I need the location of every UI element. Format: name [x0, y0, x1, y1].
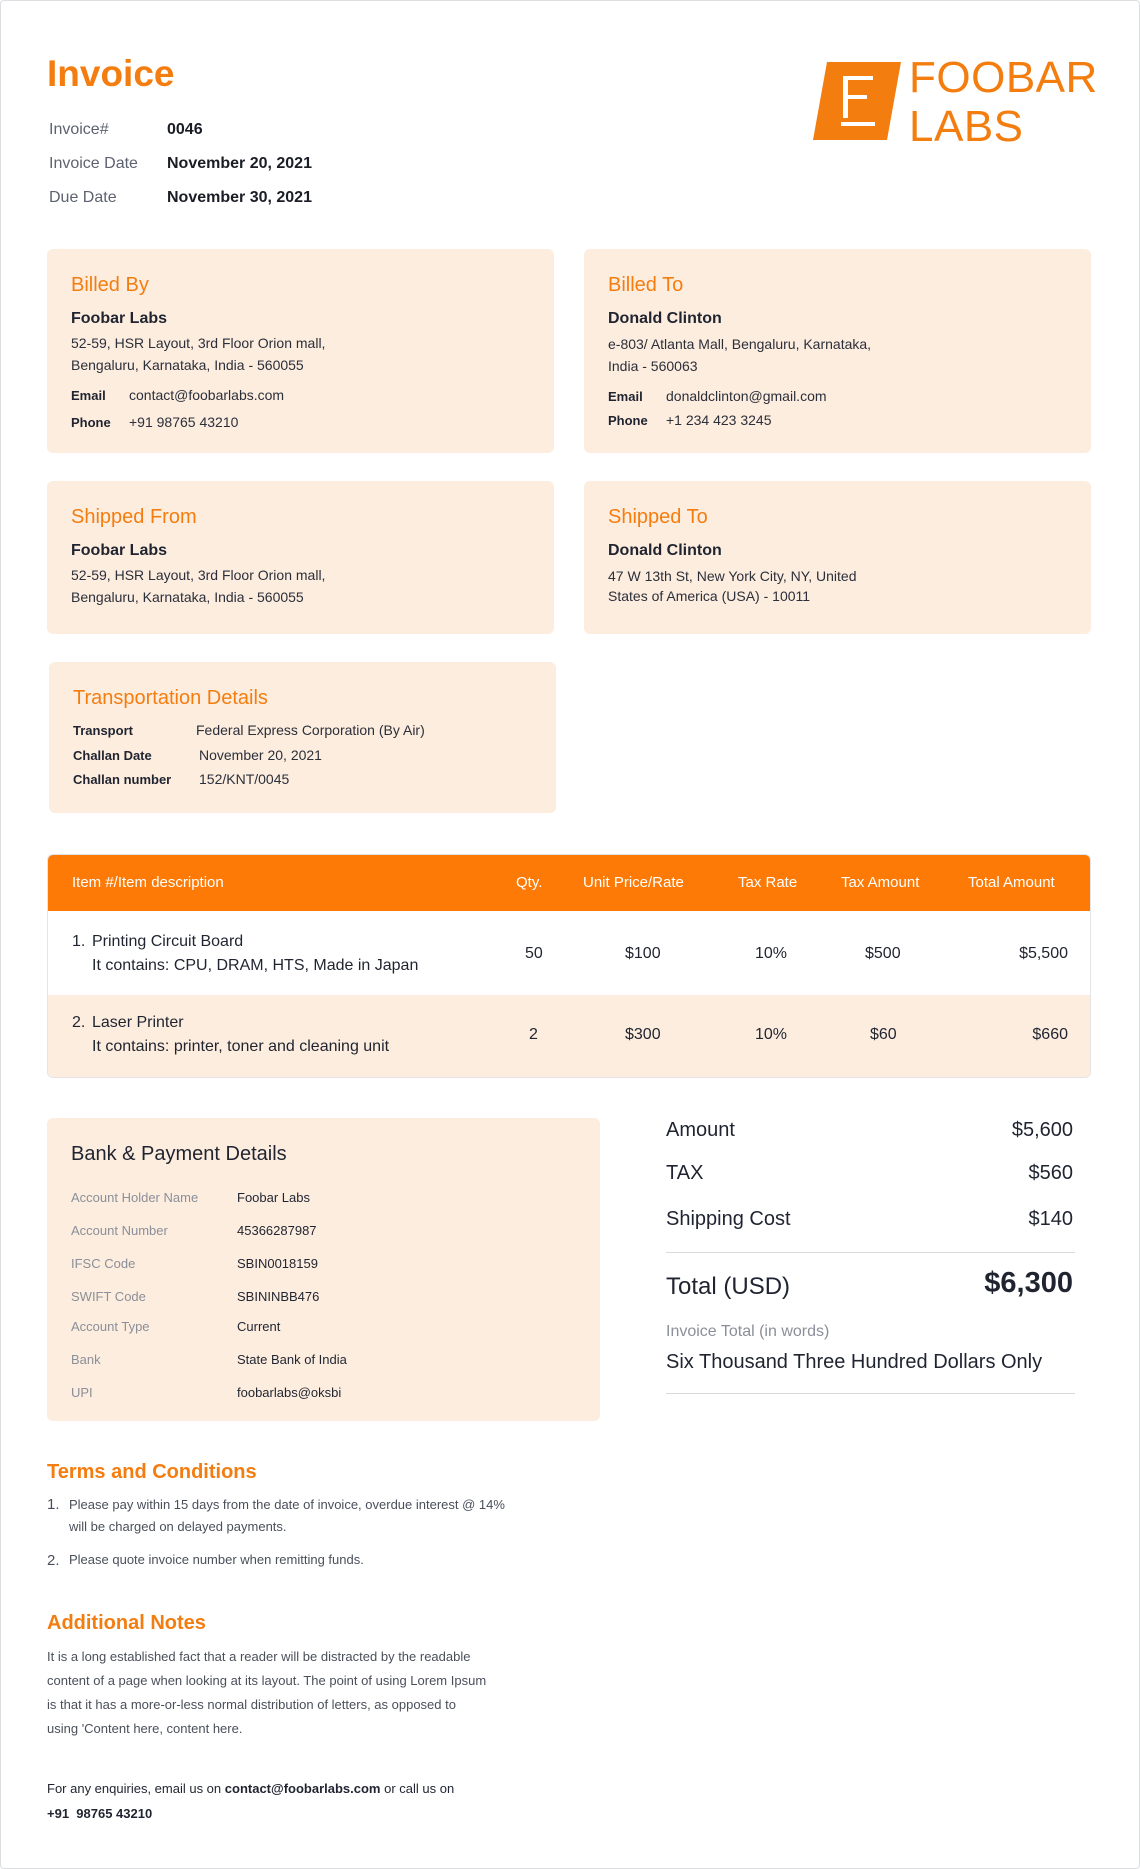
- ifsc-value: SBIN0018159: [237, 1256, 318, 1271]
- terms-item-1-line-2: will be charged on delayed payments.: [69, 1519, 287, 1534]
- notes-line-3: is that it has a more-or-less normal distribution of letters, as opposed to: [47, 1697, 456, 1712]
- items-table-header: [48, 855, 1091, 911]
- total-value: $6,300: [984, 1267, 1073, 1299]
- notes-line-1: It is a long established fact that a reader will be distracted by the readable: [47, 1649, 471, 1664]
- notes-title: Additional Notes: [47, 1612, 206, 1634]
- footer-phone: +91 98765 43210: [47, 1806, 153, 1821]
- billed-to-email[interactable]: donaldclinton@gmail.com: [666, 388, 827, 404]
- challan-date-label: Challan Date: [73, 748, 152, 763]
- billed-by-email[interactable]: contact@foobarlabs.com: [129, 387, 285, 403]
- items-table: [47, 854, 1091, 1078]
- row-unit-price: $100: [625, 945, 661, 962]
- footer-middle: or call us on: [384, 1781, 455, 1796]
- bank-name-label: Bank: [71, 1352, 101, 1367]
- bank-title: Bank & Payment Details: [71, 1143, 287, 1165]
- billed-by-card: [47, 249, 554, 453]
- billed-to-name: Donald Clinton: [608, 310, 722, 327]
- tax-value: $560: [1028, 1162, 1073, 1184]
- billed-to-card: [584, 249, 1091, 453]
- invoice-title: Invoice: [47, 53, 175, 94]
- row-item-desc: It contains: printer, toner and cleaning unit: [92, 1038, 390, 1055]
- terms-item-2-number: 2.: [47, 1552, 60, 1569]
- bank-payment-card: [47, 1118, 600, 1421]
- shipped-to-address-1: 47 W 13th St, New York City, NY, United: [608, 568, 857, 584]
- billed-by-address-1: 52-59, HSR Layout, 3rd Floor Orion mall,: [71, 335, 326, 351]
- swift-label: SWIFT Code: [71, 1289, 146, 1304]
- row-item-name: Laser Printer: [92, 1014, 184, 1031]
- billed-by-phone: +91 98765 43210: [129, 414, 239, 430]
- account-type-label: Account Type: [71, 1319, 150, 1334]
- header-unit-price: Unit Price/Rate: [583, 874, 684, 891]
- shipped-from-name: Foobar Labs: [71, 542, 168, 559]
- challan-number-value: 152/KNT/0045: [199, 771, 290, 787]
- row-unit-price: $300: [625, 1026, 661, 1043]
- billed-to-phone-label: Phone: [608, 413, 648, 428]
- summary-divider: [666, 1252, 1075, 1253]
- terms-item-1-number: 1.: [47, 1496, 60, 1513]
- challan-date-value: November 20, 2021: [199, 747, 322, 763]
- invoice-date-value: November 20, 2021: [167, 155, 312, 172]
- due-date-label: Due Date: [49, 189, 117, 206]
- row-tax-amount: $60: [870, 1026, 897, 1043]
- shipped-to-title: Shipped To: [608, 506, 708, 528]
- terms-title: Terms and Conditions: [47, 1461, 257, 1483]
- footer-prefix: For any enquiries, email us on: [47, 1781, 222, 1796]
- terms-item-1-line-1: Please pay within 15 days from the date of invoice, overdue interest @ 14%: [69, 1497, 505, 1512]
- billed-to-address-1: e-803/ Atlanta Mall, Bengaluru, Karnataka,: [608, 336, 872, 352]
- amount-label: Amount: [666, 1119, 735, 1141]
- transport-label: Transport: [73, 723, 133, 738]
- ifsc-label: IFSC Code: [71, 1256, 136, 1271]
- billed-to-address-2: India - 560063: [608, 358, 698, 374]
- invoice-number-row: [49, 121, 203, 139]
- row-qty: 50: [525, 945, 543, 962]
- row-tax-rate: 10%: [755, 945, 788, 962]
- shipped-from-address-2: Bengaluru, Karnataka, India - 560055: [71, 589, 304, 605]
- row-tax-rate: 10%: [755, 1026, 788, 1043]
- upi-label: UPI: [71, 1385, 93, 1400]
- footer-email-link[interactable]: contact@foobarlabs.com: [224, 1781, 381, 1796]
- total-label: Total (USD): [666, 1273, 791, 1300]
- logo-line-2: LABS: [909, 102, 1024, 151]
- billed-by-email-label: Email: [71, 388, 106, 403]
- header-item-description: Item #/Item description: [72, 874, 224, 891]
- shipped-to-name: Donald Clinton: [608, 542, 722, 559]
- header-tax-rate: Tax Rate: [738, 874, 798, 891]
- row-number: 1.: [72, 933, 86, 950]
- row-total: $660: [1032, 1026, 1068, 1043]
- header-qty: Qty.: [516, 874, 543, 891]
- shipped-from-card: [47, 481, 554, 634]
- row-tax-amount: $500: [865, 945, 901, 962]
- row-number: 2.: [72, 1014, 86, 1031]
- billed-to-title: Billed To: [608, 274, 684, 296]
- account-number-value: 45366287987: [237, 1223, 317, 1238]
- notes-line-4: using 'Content here, content here.: [47, 1721, 243, 1736]
- account-number-label: Account Number: [71, 1223, 168, 1238]
- challan-number-label: Challan number: [73, 772, 172, 787]
- billed-by-name: Foobar Labs: [71, 310, 168, 327]
- shipped-to-card: [584, 481, 1091, 634]
- header-total-amount: Total Amount: [968, 874, 1055, 891]
- due-date-value: November 30, 2021: [167, 189, 312, 206]
- tax-label: TAX: [666, 1162, 704, 1184]
- invoice-number-label: Invoice#: [49, 121, 109, 138]
- row-item-desc: It contains: CPU, DRAM, HTS, Made in Japan: [92, 957, 419, 974]
- swift-value: SBININBB476: [237, 1289, 320, 1304]
- billed-by-phone-label: Phone: [71, 415, 111, 430]
- row-item-name: Printing Circuit Board: [92, 933, 244, 950]
- notes-line-2: content of a page when looking at its layout. The point of using Lorem Ipsum: [47, 1673, 487, 1688]
- shipping-label: Shipping Cost: [666, 1208, 791, 1230]
- table-row: [48, 911, 1091, 995]
- shipped-to-address-2: States of America (USA) - 10011: [608, 588, 811, 604]
- invoice-number-value: 0046: [167, 121, 203, 138]
- total-words-value: Six Thousand Three Hundred Dollars Only: [666, 1351, 1043, 1373]
- upi-value: foobarlabs@oksbi: [237, 1385, 342, 1400]
- header-tax-amount: Tax Amount: [841, 874, 920, 891]
- billed-by-address-2: Bengaluru, Karnataka, India - 560055: [71, 357, 304, 373]
- footer-contact: [47, 1781, 454, 1796]
- table-row: [48, 995, 1091, 1078]
- total-words-label: Invoice Total (in words): [666, 1323, 830, 1340]
- shipped-from-address-1: 52-59, HSR Layout, 3rd Floor Orion mall,: [71, 567, 326, 583]
- account-holder-label: Account Holder Name: [71, 1190, 199, 1205]
- foobar-logo-mark-icon: [813, 62, 901, 140]
- row-qty: 2: [529, 1026, 538, 1043]
- invoice-date-row: [49, 155, 312, 173]
- billed-to-email-label: Email: [608, 389, 643, 404]
- row-total: $5,500: [1019, 945, 1068, 962]
- shipped-from-title: Shipped From: [71, 506, 197, 528]
- invoice-date-label: Invoice Date: [49, 155, 138, 172]
- transportation-title: Transportation Details: [73, 687, 268, 709]
- terms-item-2-line-1: Please quote invoice number when remitting funds.: [69, 1552, 364, 1567]
- logo-line-1: FOOBAR: [909, 53, 1098, 102]
- account-type-value: Current: [237, 1319, 281, 1334]
- summary-bottom-divider: [666, 1393, 1075, 1394]
- transportation-card: [49, 662, 556, 813]
- foobar-logo-wordmark: [909, 53, 1098, 151]
- billed-to-phone: +1 234 423 3245: [666, 412, 772, 428]
- due-date-row: [49, 189, 312, 207]
- shipping-value: $140: [1028, 1208, 1073, 1230]
- bank-name-value: State Bank of India: [237, 1352, 347, 1367]
- amount-value: $5,600: [1011, 1119, 1073, 1141]
- account-holder-value: Foobar Labs: [237, 1190, 310, 1205]
- transport-value: Federal Express Corporation (By Air): [196, 722, 425, 738]
- billed-by-title: Billed By: [71, 274, 149, 296]
